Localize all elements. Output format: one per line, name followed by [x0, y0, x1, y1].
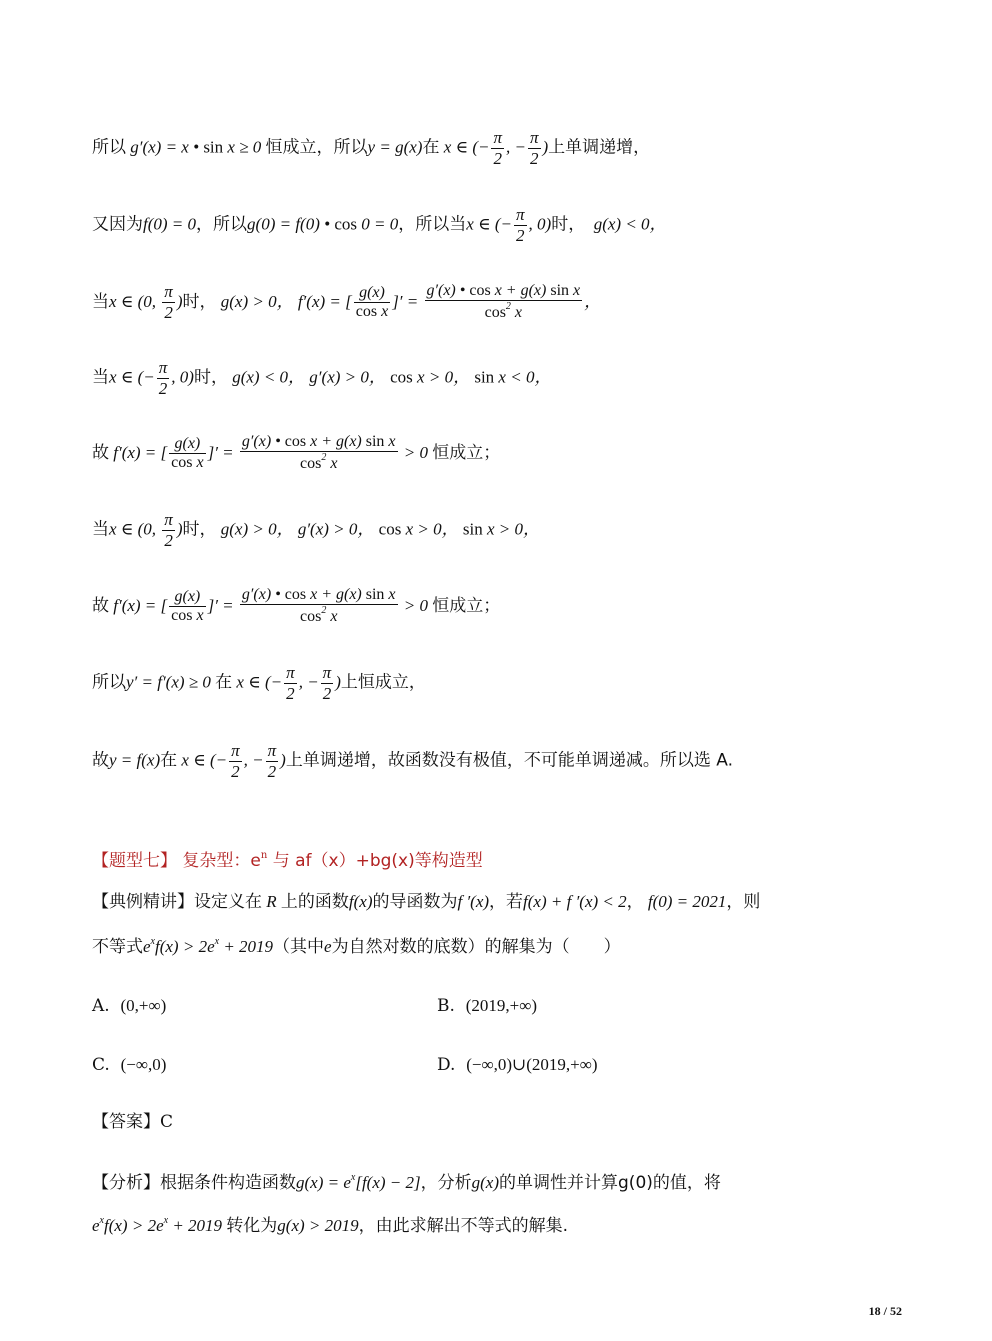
- solution-line-7: 故 f′(x) = [ $\frac{g(x)}{\text{cos x}}$ ]′ = $\frac{\text{g′(x) • cos x + g(x) sin x}}{\cos^2 x}$ > 0 恒成立；: [92, 586, 501, 626]
- answer-line: 【答案】C: [92, 1112, 174, 1132]
- section-heading: 【题型七】 复杂型：$e^n$ 与 af（x）+bg(x)等构造型: [92, 850, 483, 871]
- solution-line-6: 当x ∈ (0, $\frac{\pi}{2}$ )时， g(x) > 0， g′(x) > 0， cos x > 0， sin x > 0，: [92, 510, 540, 550]
- page-number: 18 / 52: [868, 1304, 902, 1318]
- solution-line-5: 故 f′(x) = [ $\frac{g(x)}{\text{cos x}}$ ]′ = $\frac{\text{g′(x) • cos x + g(x) sin x}}{\cos^2 x}$ > 0 恒成立；: [92, 433, 501, 473]
- solution-line-2: 又因为f(0) = 0，所以g(0) = f(0) • cos 0 = 0，所以当x ∈ (− $\frac{\pi}{2}$ , 0)时， g(x) < 0，: [92, 205, 667, 245]
- option-c[interactable]: C. (−∞,0): [92, 1055, 167, 1075]
- option-d[interactable]: D. (−∞,0)∪(2019,+∞): [437, 1055, 598, 1075]
- answer-value: C: [160, 1112, 174, 1132]
- solution-line-9: 故y = f(x)在 x ∈ (− $\frac{\pi}{2}$ , − $\frac{\pi}{2}$ )上单调递增，故函数没有极值，不可能单调递减。所以选 A.: [92, 741, 733, 781]
- solution-line-1: 所以 g′(x) = x • sin x ≥ 0 恒成立，所以y = g(x)在 x ∈ (− $\frac{\pi}{2}$ , − $\frac{\pi}{2}$ )上单调递增，: [92, 128, 651, 168]
- solution-line-4: 当x ∈ (− $\frac{\pi}{2}$ , 0)时， g(x) < 0， g′(x) > 0， cos x > 0， sin x < 0，: [92, 358, 552, 398]
- analysis-line-1: 【分析】根据条件构造函数$g(x) = e^x[f(x) - 2]$，分析g(x)的单调性并计算g(0)的值，将: [92, 1172, 721, 1193]
- analysis-line-2: $e^xf(x) > 2e^x + 2019$ 转化为g(x) > 2019，由此求解出不等式的解集.: [92, 1215, 569, 1236]
- solution-line-8: 所以y′ = f′(x) ≥ 0 在 x ∈ (− $\frac{\pi}{2}$ , − $\frac{\pi}{2}$ )上恒成立，: [92, 663, 426, 703]
- example-line-1: 【典例精讲】设定义在 R 上的函数f(x)的导函数为f ′(x)，若f(x) + f ′(x) < 2， f(0) = 2021，则: [92, 892, 761, 912]
- example-line-2: 不等式$e^xf(x) > 2e^x + 2019$（其中e为自然对数的底数）的解集为（ ）: [92, 936, 621, 957]
- option-b[interactable]: B. (2019,+∞): [437, 996, 537, 1016]
- solution-line-3: 当x ∈ (0, $\frac{\pi}{2}$ )时， g(x) > 0， f′(x) = [ $\frac{g(x)}{\text{cos x}}$ ]′ = $\frac{\text{g′(x) • cos x + g(x) sin x}}{\cos^2 x}$ ，: [92, 282, 602, 322]
- option-a[interactable]: A. (0,+∞): [92, 996, 167, 1016]
- fraction: $\frac{\pi}{2}$: [493, 128, 502, 168]
